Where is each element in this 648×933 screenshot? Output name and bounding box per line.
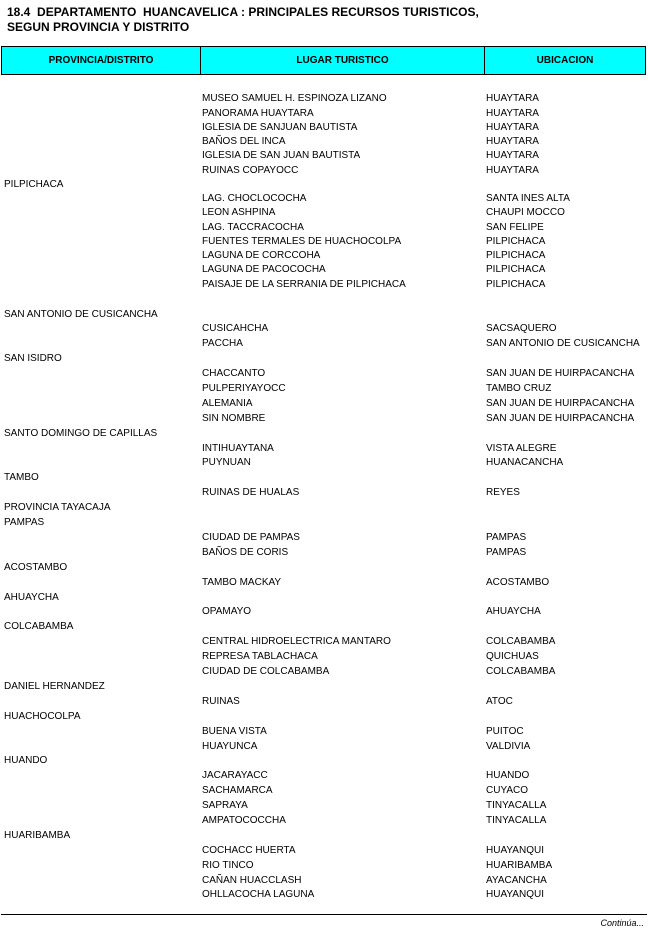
row-provincia-distrito: ACOSTAMBO xyxy=(4,562,68,573)
row-ubicacion: VISTA ALEGRE xyxy=(486,443,557,454)
row-provincia-distrito: COLCABAMBA xyxy=(4,621,74,632)
row-ubicacion: SAN FELIPE xyxy=(486,222,544,233)
row-provincia-distrito: DANIEL HERNANDEZ xyxy=(4,681,105,692)
row-lugar-turistico: SACHAMARCA xyxy=(202,785,273,796)
row-lugar-turistico: RUINAS DE HUALAS xyxy=(202,487,300,498)
row-lugar-turistico: PAISAJE DE LA SERRANIA DE PILPICHACA xyxy=(202,279,406,290)
row-lugar-turistico: CIUDAD DE PAMPAS xyxy=(202,532,300,543)
row-provincia-distrito: PILPICHACA xyxy=(4,179,64,190)
row-provincia-distrito: SAN ISIDRO xyxy=(4,353,62,364)
row-ubicacion: HUARIBAMBA xyxy=(486,860,553,871)
row-lugar-turistico: CHACCANTO xyxy=(202,368,266,379)
row-lugar-turistico: OPAMAYO xyxy=(202,606,252,617)
row-provincia-distrito: HUANDO xyxy=(4,755,48,766)
row-ubicacion: CUYACO xyxy=(486,785,529,796)
row-ubicacion: PILPICHACA xyxy=(486,250,546,261)
row-ubicacion: TINYACALLA xyxy=(486,815,547,826)
row-provincia-distrito: AHUAYCHA xyxy=(4,592,59,603)
row-ubicacion: HUANDO xyxy=(486,770,530,781)
row-ubicacion: HUAYTARA xyxy=(486,136,539,147)
row-lugar-turistico: PUYNUAN xyxy=(202,457,251,468)
row-lugar-turistico: RIO TINCO xyxy=(202,860,254,871)
row-ubicacion: SAN JUAN DE HUIRPACANCHA xyxy=(486,368,635,379)
row-lugar-turistico: CUSICAHCHA xyxy=(202,323,269,334)
row-ubicacion: SANTA INES ALTA xyxy=(486,193,570,204)
row-lugar-turistico: PACCHA xyxy=(202,338,243,349)
row-ubicacion: HUAYTARA xyxy=(486,122,539,133)
row-ubicacion: HUAYTARA xyxy=(486,108,539,119)
row-lugar-turistico: ALEMANIA xyxy=(202,398,253,409)
row-ubicacion: REYES xyxy=(486,487,520,498)
row-ubicacion: HUAYTARA xyxy=(486,150,539,161)
header-ubicacion: UBICACION xyxy=(536,55,594,66)
row-lugar-turistico: CENTRAL HIDROELECTRICA MANTARO xyxy=(202,636,391,647)
row-ubicacion: ATOC xyxy=(486,696,513,707)
row-lugar-turistico: SAPRAYA xyxy=(202,800,248,811)
row-provincia-distrito: HUARIBAMBA xyxy=(4,830,71,841)
row-ubicacion: PUITOC xyxy=(486,726,524,737)
row-lugar-turistico: MUSEO SAMUEL H. ESPINOZA LIZANO xyxy=(202,93,387,104)
row-ubicacion: AHUAYCHA xyxy=(486,606,541,617)
row-lugar-turistico: LAGUNA DE PACOCOCHA xyxy=(202,264,326,275)
row-lugar-turistico: IGLESIA DE SAN JUAN BAUTISTA xyxy=(202,150,361,161)
row-ubicacion: CHAUPI MOCCO xyxy=(486,207,565,218)
row-lugar-turistico: INTIHUAYTANA xyxy=(202,443,274,454)
row-lugar-turistico: REPRESA TABLACHACA xyxy=(202,651,318,662)
row-ubicacion: PAMPAS xyxy=(486,532,527,543)
row-provincia-distrito: SAN ANTONIO DE CUSICANCHA xyxy=(4,309,158,320)
row-ubicacion: PAMPAS xyxy=(486,547,527,558)
row-ubicacion: PILPICHACA xyxy=(486,236,546,247)
row-lugar-turistico: PULPERIYAYOCC xyxy=(202,383,286,394)
row-provincia-distrito: PAMPAS xyxy=(4,517,45,528)
row-lugar-turistico: BAÑOS DEL INCA xyxy=(202,136,286,147)
row-ubicacion: COLCABAMBA xyxy=(486,666,556,677)
row-ubicacion: SAN JUAN DE HUIRPACANCHA xyxy=(486,413,635,424)
row-lugar-turistico: TAMBO MACKAY xyxy=(202,577,282,588)
row-provincia-distrito: PROVINCIA TAYACAJA xyxy=(4,502,111,513)
row-provincia-distrito: TAMBO xyxy=(4,472,39,483)
row-ubicacion: SAN ANTONIO DE CUSICANCHA xyxy=(486,338,640,349)
row-ubicacion: HUANACANCHA xyxy=(486,457,564,468)
header-lugar-turistico: LUGAR TURISTICO xyxy=(201,47,485,74)
row-provincia-distrito: HUACHOCOLPA xyxy=(4,711,81,722)
row-ubicacion: ACOSTAMBO xyxy=(486,577,550,588)
row-ubicacion: AYACANCHA xyxy=(486,875,547,886)
row-lugar-turistico: IGLESIA DE SANJUAN BAUTISTA xyxy=(202,122,358,133)
row-ubicacion: COLCABAMBA xyxy=(486,636,556,647)
row-ubicacion: HUAYTARA xyxy=(486,93,539,104)
row-lugar-turistico: CIUDAD DE COLCABAMBA xyxy=(202,666,330,677)
row-lugar-turistico: RUINAS COPAYOCC xyxy=(202,165,299,176)
title-line-1: 18.4 DEPARTAMENTO HUANCAVELICA : PRINCIPALES RECURSOS TURISTICOS, xyxy=(7,5,479,19)
row-lugar-turistico: AMPATOCOCCHA xyxy=(202,815,286,826)
row-lugar-turistico: HUAYUNCA xyxy=(202,741,258,752)
row-ubicacion: VALDIVIA xyxy=(486,741,531,752)
row-ubicacion: HUAYANQUI xyxy=(486,889,544,900)
table-header xyxy=(1,46,646,75)
continua-label: Continúa... xyxy=(600,918,644,928)
row-ubicacion: TINYACALLA xyxy=(486,800,547,811)
row-lugar-turistico: SIN NOMBRE xyxy=(202,413,266,424)
row-lugar-turistico: OHLLACOCHA LAGUNA xyxy=(202,889,315,900)
page-title xyxy=(7,5,479,35)
row-lugar-turistico: RUINAS xyxy=(202,696,240,707)
title-line-2: SEGUN PROVINCIA Y DISTRITO xyxy=(7,20,190,34)
row-ubicacion: QUICHUAS xyxy=(486,651,539,662)
row-ubicacion: HUAYANQUI xyxy=(486,845,544,856)
footer-rule xyxy=(1,914,647,915)
row-lugar-turistico: LAG. CHOCLOCOCHA xyxy=(202,193,307,204)
row-ubicacion: SACSAQUERO xyxy=(486,323,557,334)
row-ubicacion: PILPICHACA xyxy=(486,279,546,290)
header-provincia-distrito: PROVINCIA/DISTRITO xyxy=(2,47,201,74)
row-lugar-turistico: BAÑOS DE CORIS xyxy=(202,547,289,558)
row-lugar-turistico: LEON ASHPINA xyxy=(202,207,276,218)
row-lugar-turistico: FUENTES TERMALES DE HUACHOCOLPA xyxy=(202,236,402,247)
row-provincia-distrito: SANTO DOMINGO DE CAPILLAS xyxy=(4,428,158,439)
row-lugar-turistico: COCHACC HUERTA xyxy=(202,845,296,856)
row-lugar-turistico: LAGUNA DE CORCCOHA xyxy=(202,250,321,261)
row-lugar-turistico: BUENA VISTA xyxy=(202,726,267,737)
row-ubicacion: PILPICHACA xyxy=(486,264,546,275)
row-lugar-turistico: JACARAYACC xyxy=(202,770,268,781)
row-lugar-turistico: LAG. TACCRACOCHA xyxy=(202,222,304,233)
row-ubicacion: HUAYTARA xyxy=(486,165,539,176)
row-ubicacion: SAN JUAN DE HUIRPACANCHA xyxy=(486,398,635,409)
row-lugar-turistico: PANORAMA HUAYTARA xyxy=(202,108,314,119)
row-lugar-turistico: CAÑAN HUACCLASH xyxy=(202,875,302,886)
row-ubicacion: TAMBO CRUZ xyxy=(486,383,552,394)
